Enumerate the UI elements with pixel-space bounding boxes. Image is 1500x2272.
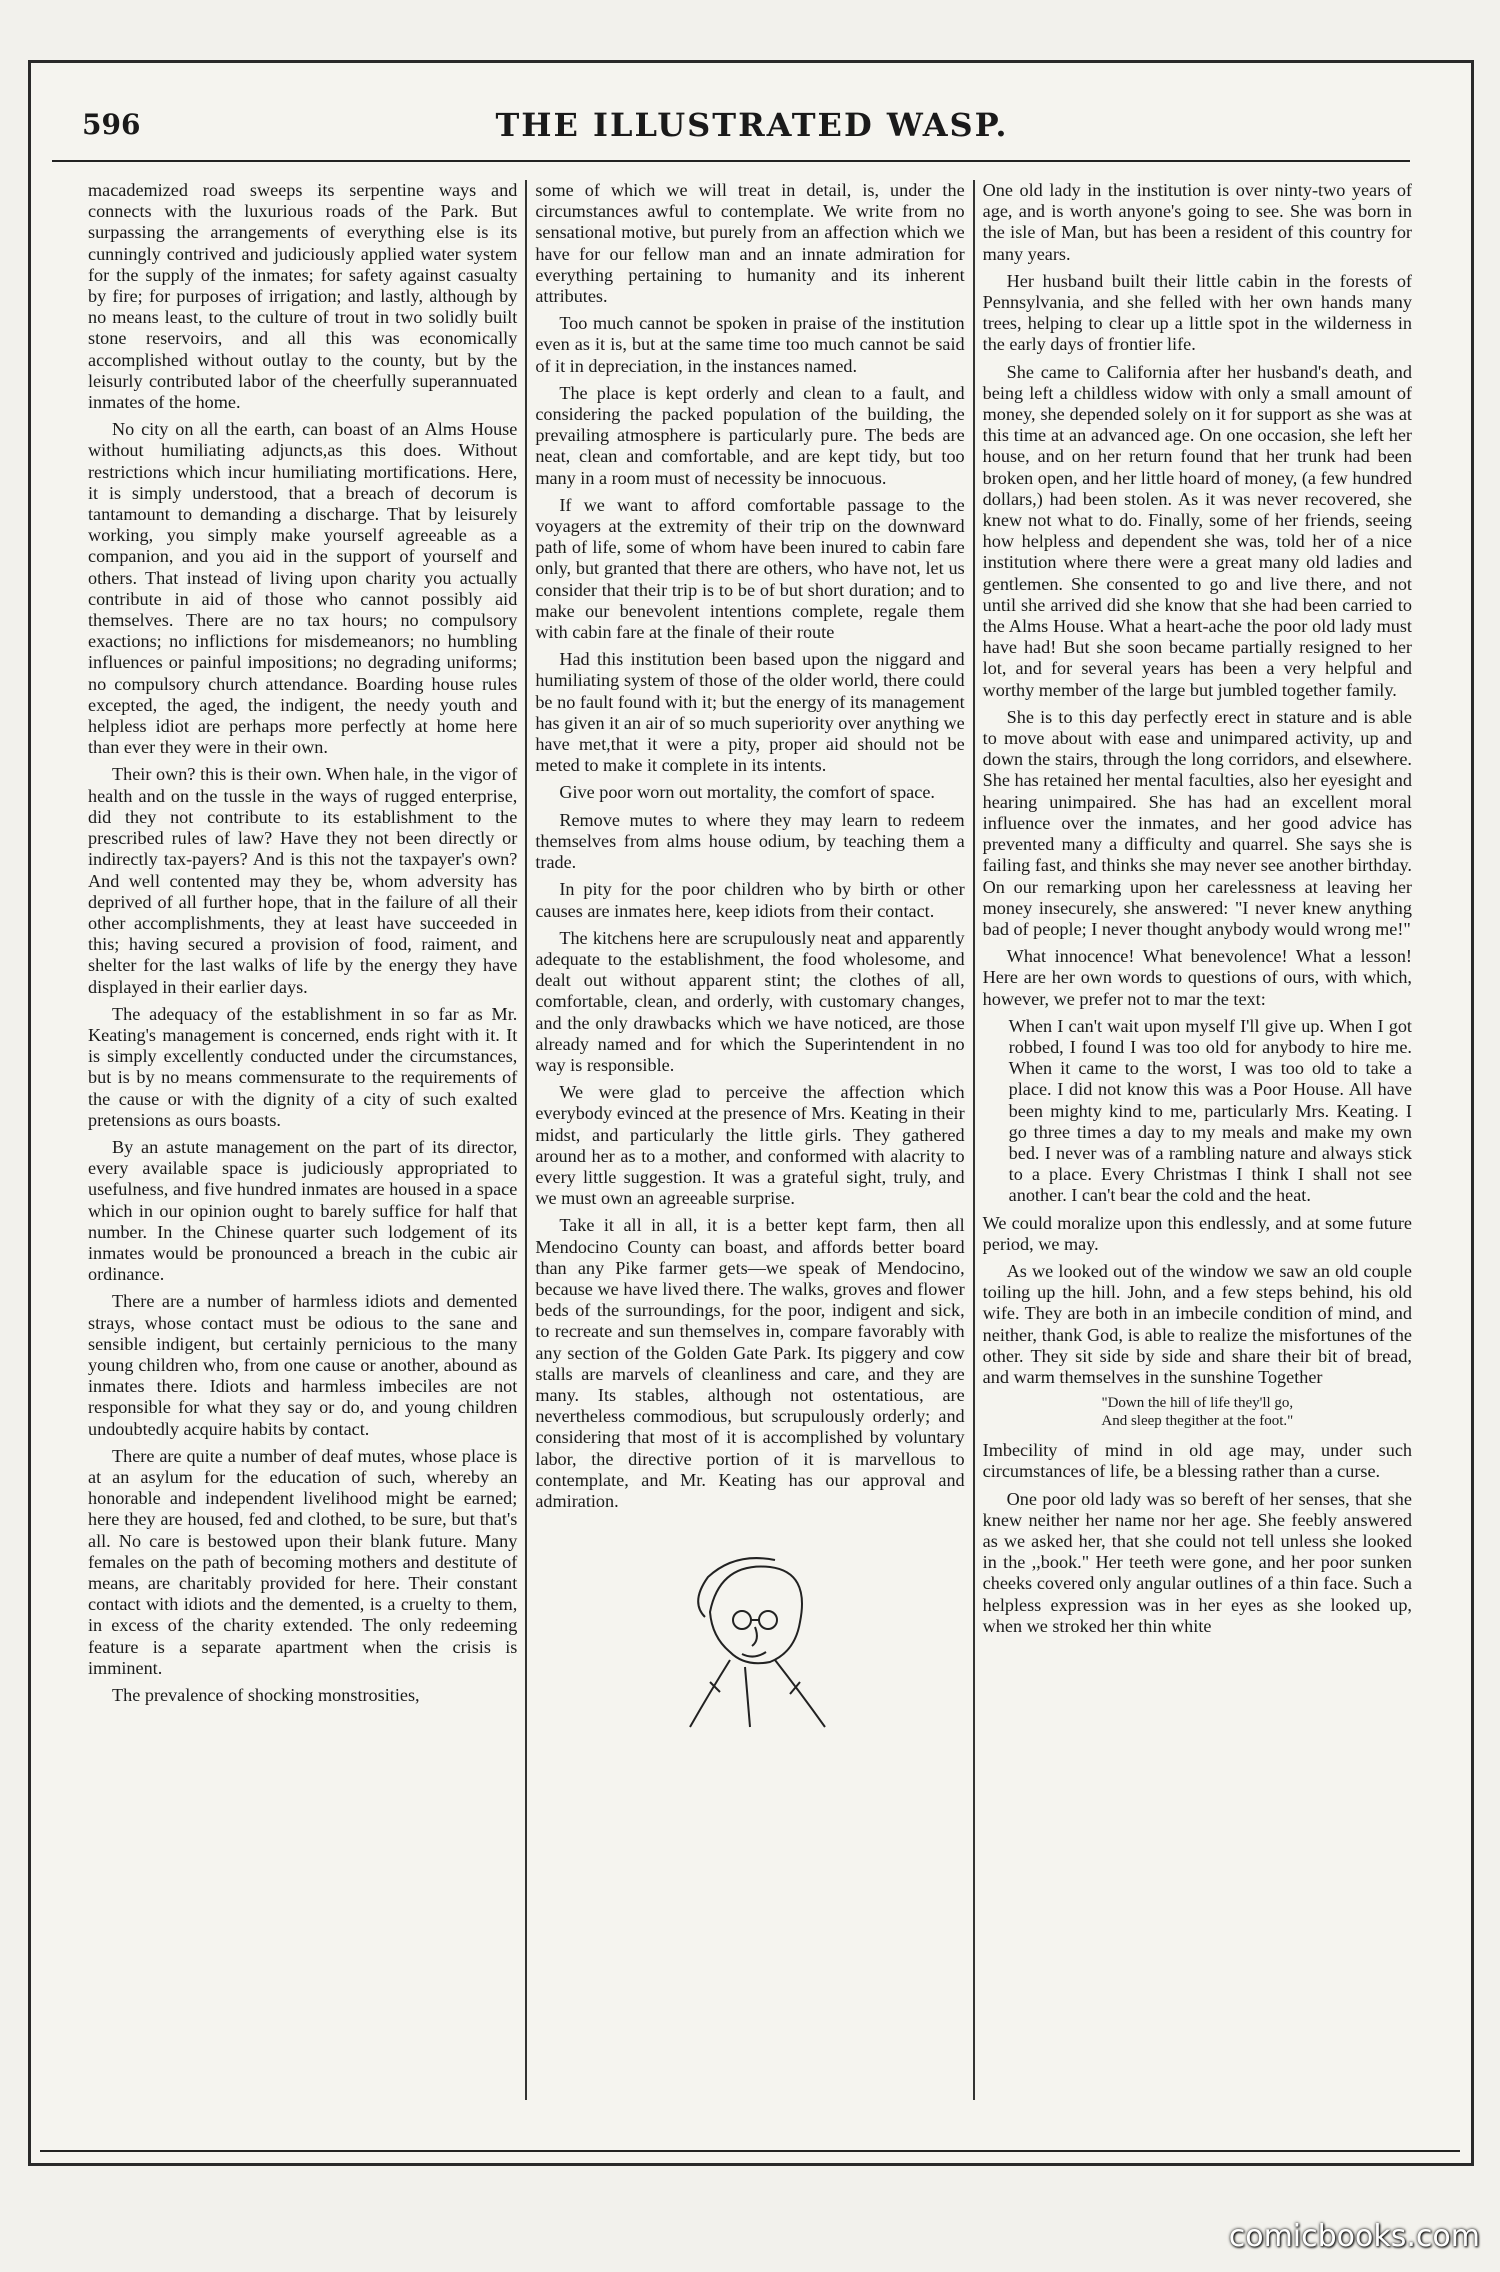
- paragraph: If we want to afford comfortable passage to the voyagers at the extremity of their trip on the downward path of life, some of whom have been inured to cabin fare only, but granted that there are others, who have not, let us consider that their trip is to be of but short duration; and to make our benevolent intentions complete, regale them with cabin fare at the finale of their route: [535, 494, 965, 643]
- paragraph: She came to California after her husband's death, and being left a childless widow with only a small amount of money, she depended solely on it for support as she was at this time at an advanced age. On one occasion, she left her house, and on her return found that her trunk had been broken open, and her little hoard of money, (a few hundred dollars,) had been stolen. As it was never recovered, she knew not what to do. Finally, some of her friends, seeing how helpless and dependent she was, told her of a nice institution where there were a great many old ladies and gentlemen. She consented to go and live there, and not until she arrived did she know that she had been carried to the Alms House. What a heart-ache the poor old lady must have had! But she soon became partially resigned to her lot, and for several years has been a very helpful and worthy member of the large but jumbled together family.: [982, 361, 1412, 700]
- paragraph: There are quite a number of deaf mutes, whose place is at an asylum for the education of such, whereby an honorable and independent livelihood might be earned; here they are housed, fed and clothed, to be sure, but that's all. No care is bestowed upon their blank future. Many females on the path of becoming mothers and destitute of means, are charitably provided for here. Their constant contact with idiots and the demented, is a cruelty to them, in excess of the charity extended. The only redeeming feature is a separate apartment when the crisis is imminent.: [88, 1445, 518, 1678]
- column-left: [80, 180, 525, 2100]
- paragraph: One poor old lady was so bereft of her senses, that she knew neither her name nor her age. She feebly answered as we asked her, that she could not tell unless she looked in the ,,book." Her teeth were gone, and her poor sunken cheeks covered only angular outlines of a thin face. Such a helpless expression was in her eyes as she looked up, when we stroked her thin white: [982, 1488, 1412, 1636]
- footer-rule: [40, 2150, 1460, 2152]
- paragraph: One old lady in the institution is over ninty-two years of age, and is worth anyone's going to see. She was born in the isle of Man, but has been a resident of this country for many years.: [982, 180, 1412, 264]
- paragraph: We could moralize upon this endlessly, and at some future period, we may.: [982, 1212, 1412, 1254]
- paragraph: Remove mutes to where they may learn to redeem themselves from alms house odium, by teaching them a trade.: [535, 809, 965, 873]
- paragraph: some of which we will treat in detail, is, under the circumstances awful to contemplate. We write from no sensational motive, but purely from an affection which we have for our fellow man and an innate admiration for everything pertaining to humanity and its inherent attributes.: [535, 180, 965, 307]
- column-middle: [525, 180, 972, 2100]
- article-columns: [80, 180, 1420, 2100]
- paragraph: We were glad to perceive the affection which everybody evinced at the presence of Mrs. Keating in their midst, and particularly the little girls. They gathered around her as to a mother, and conformed with alacrity to every little suggestion. It was a grateful sight, truly, and we must own an agreeable surprise.: [535, 1082, 965, 1209]
- page-header: [52, 100, 1452, 150]
- paragraph: What innocence! What benevolence! What a lesson! Here are her own words to questions of ours, with which, however, we prefer not to mar the text:: [982, 946, 1412, 1009]
- watermark: comicbooks.com: [1228, 2219, 1480, 2254]
- page-title: THE ILLUSTRATED WASP.: [495, 106, 1009, 144]
- paragraph: By an astute management on the part of its director, every available space is judiciously appropriated to usefulness, and five hundred inmates are housed in a space which in our opinion ought to barely suffice for half that number. In the Chinese quarter such lodgement of its inmates would be pronounced a breach in the cubic air ordinance.: [88, 1136, 518, 1285]
- paragraph: In pity for the poor children who by birth or other causes are inmates here, keep idiots from their contact.: [535, 879, 965, 921]
- paragraph: No city on all the earth, can boast of an Alms House without humiliating adjuncts,as this does. Without restrictions which incur humiliating mortifications. Here, it is simply understood, that a breach of decorum is tantamount to demanding a discharge. That by leisurely working, you simply make yourself agreeable as a companion, and you aid in the support of yourself and others. That instead of living upon charity you actually contribute in aid of those who cannot possibly aid themselves. There are no tax hours; no compulsory exactions; no inflictions for misdemeanors; no humbling influences or painful impositions; no degrading uniforms; no compulsory church attendance. Boarding house rules excepted, the aged, the indigent, the needy youth and helpless idiot are perhaps more perfectly at home here than ever they were in their own.: [88, 419, 518, 758]
- paragraph: The prevalence of shocking monstrosities,: [112, 1685, 420, 1706]
- old-woman-portrait-icon: [650, 1542, 850, 1732]
- header-rule: [52, 160, 1410, 162]
- poem-line: And sleep thegither at the foot.": [1101, 1413, 1294, 1430]
- paragraph: There are a number of harmless idiots and demented strays, whose contact must be odious to the sane and sensible indigent, but certainly pernicious to the many young children who, from one cause or another, abound as inmates there. Idiots and harmless imbeciles are not responsible for what they say or do, and young children undoubtedly acquire habits by contact.: [88, 1291, 518, 1439]
- paragraph: She is to this day perfectly erect in stature and is able to move about with ease and unimpared activity, up and down the stairs, through the long corridors, and elsewhere. She has retained her mental faculties, also her eyesight and hearing unimpaired. She has had an excellent moral influence over the inmates, and her good advice has prevented many a difficulty and quarrel. She says she is failing fast, and thinks she may never see another birthday. On our remarking upon her carelessness at leaving her money insecurely, she answered: "I never knew anything bad of people; I never thought anybody would wrong me!": [982, 706, 1412, 939]
- paragraph: As we looked out of the window we saw an old couple toiling up the hill. John, and a few steps behind, his old wife. They are both in an imbecile condition of mind, and neither, thank God, is able to realize the misfortunes of the other. They sit side by side and share their bit of bread, and warm themselves in the sunshine Together: [982, 1260, 1412, 1387]
- paragraph: Their own? this is their own. When hale, in the vigor of health and on the tussle in the ways of rugged enterprise, did they not contribute to its establishment to the prescribed rules of law? Have they not been directly or indirectly tax-payers? And is this not the taxpayer's own? And well contented may they be, whom adversity has deprived of all further hope, that in the failure of all their other accomplishments, they at least have succeeded in this; having secured a provision of food, raiment, and shelter for the last walks of life by the energy they have displayed in their earlier days.: [88, 764, 518, 997]
- paragraph: The adequacy of the establishment in so far as Mr. Keating's management is concerned, ends right with it. It is simply excellently conducted under the circumstances, but is by no means commensurate to the requirements of the cause or with the dignity of a city of such exalted pretensions as ours boasts.: [88, 1003, 518, 1130]
- poem-line: "Down the hill of life they'll go,: [1101, 1395, 1294, 1412]
- paragraph: The kitchens here are scrupulously neat and apparently adequate to the establishment, the food wholesome, and dealt out without apparent stint; the clothes of all, comfortable, clean, and orderly, with customary changes, and the only drawbacks which we have noticed, are those already named and for which the Superintendent in no way is responsible.: [535, 927, 965, 1075]
- page-number: 596: [82, 108, 141, 141]
- paragraph: The place is kept orderly and clean to a fault, and considering the packed population of the building, the prevailing atmosphere is particularly pure. The beds are neat, clean and comfortable, and are kept tidy, but too many in a room must of necessity be innocuous.: [535, 382, 965, 488]
- poem-quote: [983, 1394, 1412, 1430]
- paragraph: Her husband built their little cabin in the forests of Pennsylvania, and she felled with her own hands many trees, helping to clear up a little spot in the wilderness in the early days of frontier life.: [982, 270, 1412, 355]
- paragraph: Give poor worn out mortality, the comfort of space.: [559, 782, 935, 803]
- paragraph: Take it all in all, it is a better kept farm, then all Mendocino County can boast, and affords better board than any Pike farmer gets—we speak of Mendocino, because we have lived there. The walks, groves and flower beds of the surroundings, for the poor, indigent and sick, to recreate and sun themselves in, compare favorably with any section of the Golden Gate Park. Its piggery and cow stalls are marvels of cleanliness and care, and they are many. Its stables, although not ostentatious, are nevertheless commodious, but scrupulously orderly; and considering that most of it is accomplished by voluntary labor, the directive portion of it is marvellous to contemplate, and Mr. Keating has our approval and admiration.: [535, 1215, 965, 1511]
- paragraph: Imbecility of mind in old age may, under such circumstances of life, be a blessing rather than a curse.: [982, 1440, 1412, 1482]
- paragraph: When I can't wait upon myself I'll give up. When I got robbed, I found I was too old for anybody to hire me. When it came to the worst, I was too old to take a place. I did not know this was a Poor House. All have been mighty kind to me, particularly Mrs. Keating. I go three times a day to my meals and make my own bed. I never was of a rambling nature and always stick to a place. Every Christmas I think I shall not see another. I can't bear the cold and the heat.: [1008, 1015, 1412, 1206]
- paragraph: macademized road sweeps its serpentine ways and connects with the luxurious roads of the Park. But surpassing the arrangements of everything else is its cunningly contrived and judiciously applied water system for the supply of the inmates; for safety against casualty by fire; for purposes of irrigation; and lastly, although by no means least, to the culture of trout in two solidly built stone reservoirs, and all this was economically accomplished without outlay to the county, but by the leisurly contributed labor of the cheerfully superannuated inmates of the home.: [88, 180, 518, 413]
- paragraph: Had this institution been based upon the niggard and humiliating system of those of the older world, there could be no fault found with it; but the energy of its management has given it an air of so much superiority over anything we have met,that it were a pity, proper aid should not be meted to make it complete in its intents.: [535, 649, 965, 776]
- column-right: [973, 180, 1420, 2100]
- paragraph: Too much cannot be spoken in praise of the institution even as it is, but at the same time too much cannot be said of it in depreciation, in the instances named.: [535, 313, 965, 376]
